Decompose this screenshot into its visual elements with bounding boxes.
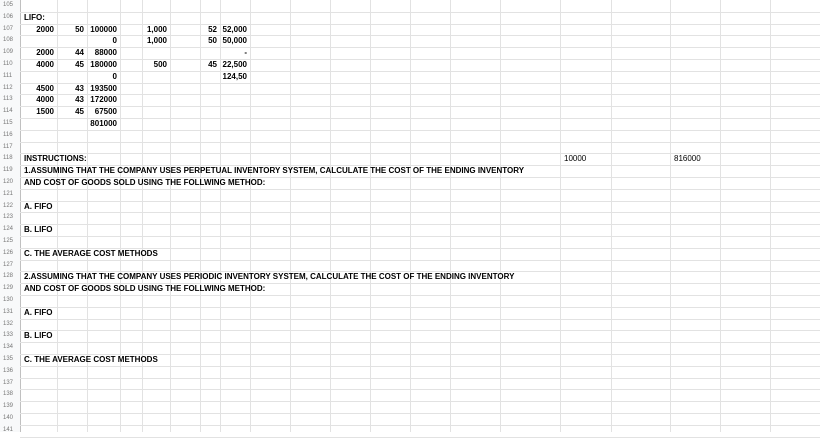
- row-gridline: [20, 389, 820, 390]
- cell-c112[interactable]: 193500: [90, 83, 117, 93]
- row-gridline: [20, 425, 820, 426]
- cell-e108[interactable]: 1,000: [146, 36, 167, 46]
- cell-c113[interactable]: 172000: [90, 95, 117, 105]
- cell-b114[interactable]: 45: [75, 107, 84, 117]
- cell-p118[interactable]: 10000: [564, 154, 587, 164]
- cell-a135[interactable]: C. THE AVERAGE COST METHODS: [24, 355, 158, 364]
- row-number[interactable]: 123: [3, 214, 14, 221]
- cell-a113[interactable]: 4000: [36, 95, 54, 105]
- cell-h108[interactable]: 50,000: [222, 36, 247, 46]
- cell-a131[interactable]: A. FIFO: [24, 307, 53, 317]
- cell-c111[interactable]: 0: [112, 71, 117, 81]
- row-number[interactable]: 135: [3, 356, 14, 362]
- row-number[interactable]: 106: [3, 13, 14, 20]
- cell-a128[interactable]: 2.ASSUMING THAT THE COMPANY USES PERIODIC INVENTORY SYSTEM, CALCULATE THE COST OF THE ENDING INVENTORY: [24, 272, 515, 282]
- row-gridline: [20, 118, 820, 119]
- column-gridline: [500, 0, 501, 432]
- row-number[interactable]: 113: [3, 96, 13, 103]
- row-number[interactable]: 121: [3, 190, 14, 197]
- row-gridline: [20, 342, 820, 343]
- column-gridline: [290, 0, 291, 432]
- row-gridline: [20, 413, 820, 414]
- row-number[interactable]: 136: [3, 367, 14, 374]
- row-number[interactable]: 119: [3, 167, 13, 174]
- row-gridline: [20, 295, 820, 296]
- cell-g108[interactable]: 50: [208, 36, 217, 46]
- cell-a106[interactable]: LIFO:: [24, 12, 45, 22]
- row-number[interactable]: 110: [3, 61, 13, 67]
- cell-b110[interactable]: 45: [75, 60, 84, 69]
- cell-c114[interactable]: 67500: [94, 107, 117, 117]
- row-number[interactable]: 117: [3, 143, 13, 150]
- row-number[interactable]: 141: [3, 426, 14, 433]
- column-gridline: [720, 0, 721, 432]
- column-gridline: [450, 0, 451, 432]
- row-gridline: [20, 83, 820, 84]
- row-number[interactable]: 107: [3, 25, 14, 32]
- row-number[interactable]: 118: [3, 155, 13, 162]
- row-number[interactable]: 125: [3, 238, 14, 244]
- row-number[interactable]: 114: [3, 108, 13, 115]
- cell-a107[interactable]: 2000: [36, 24, 54, 34]
- cell-g110[interactable]: 45: [208, 60, 217, 69]
- cell-c107[interactable]: 100000: [90, 24, 117, 34]
- row-number[interactable]: 130: [3, 297, 14, 303]
- column-gridline: [170, 0, 171, 432]
- column-gridline: [410, 0, 411, 432]
- row-gridline: [20, 330, 820, 331]
- cell-a109[interactable]: 2000: [36, 48, 54, 58]
- row-number[interactable]: 139: [3, 403, 14, 410]
- cell-a112[interactable]: 4500: [36, 83, 54, 93]
- column-gridline: [120, 0, 121, 432]
- cell-b112[interactable]: 43: [75, 83, 84, 93]
- row-gridline: [20, 24, 820, 25]
- row-number[interactable]: 124: [3, 226, 14, 233]
- row-number[interactable]: 131: [3, 308, 14, 315]
- column-gridline: [560, 0, 561, 432]
- cell-a119[interactable]: 1.ASSUMING THAT THE COMPANY USES PERPETUAL INVENTORY SYSTEM, CALCULATE THE COST OF THE ENDING INVENTORY: [24, 166, 525, 176]
- row-gridline: [20, 378, 820, 379]
- row-number[interactable]: 122: [3, 202, 14, 209]
- row-gridline: [20, 12, 820, 13]
- row-gridline: [20, 236, 820, 237]
- row-number[interactable]: 140: [3, 415, 14, 421]
- cell-c109[interactable]: 88000: [94, 48, 117, 58]
- column-gridline: [370, 0, 371, 432]
- row-number[interactable]: 132: [3, 320, 14, 327]
- row-number[interactable]: 128: [3, 273, 14, 280]
- row-gridline: [20, 106, 820, 107]
- row-number[interactable]: 129: [3, 285, 14, 292]
- row-gridline: [20, 224, 820, 225]
- row-number[interactable]: 133: [3, 332, 14, 339]
- row-number[interactable]: 111: [3, 72, 13, 79]
- row-number[interactable]: 116: [3, 131, 13, 138]
- cell-h109[interactable]: -: [244, 48, 247, 58]
- column-gridline: [611, 0, 612, 432]
- row-number[interactable]: 108: [3, 37, 14, 44]
- cell-h107[interactable]: 52,000: [222, 24, 247, 34]
- row-number[interactable]: 109: [3, 49, 14, 56]
- cell-c108[interactable]: 0: [112, 36, 117, 46]
- row-gridline: [20, 71, 820, 72]
- row-number[interactable]: 105: [3, 2, 14, 8]
- row-number[interactable]: 137: [3, 379, 14, 386]
- row-gridline: [20, 212, 820, 213]
- cell-b113[interactable]: 43: [75, 95, 84, 105]
- cell-a129[interactable]: AND COST OF GOODS SOLD USING THE FOLLWING METHOD:: [24, 284, 266, 294]
- cell-c115[interactable]: 801000: [90, 119, 117, 128]
- cell-b109[interactable]: 44: [75, 48, 84, 58]
- cell-a133[interactable]: B. LIFO: [24, 331, 53, 341]
- row-gridline: [20, 319, 820, 320]
- cell-h110[interactable]: 22,500: [222, 60, 247, 69]
- cell-a126[interactable]: C. THE AVERAGE COST METHODS: [24, 248, 158, 258]
- cell-g107[interactable]: 52: [208, 24, 217, 34]
- cell-c110[interactable]: 180000: [90, 60, 117, 69]
- cell-a122[interactable]: A. FIFO: [24, 201, 53, 211]
- cell-a114[interactable]: 1500: [36, 107, 54, 117]
- column-gridline: [330, 0, 331, 432]
- row-gridline: [20, 35, 820, 36]
- row-gridline: [20, 142, 820, 143]
- row-number[interactable]: 120: [3, 179, 14, 185]
- column-gridline: [770, 0, 771, 432]
- column-gridline: [250, 0, 251, 432]
- cell-e107[interactable]: 1,000: [146, 24, 167, 34]
- row-number[interactable]: 127: [3, 261, 14, 268]
- cell-e110[interactable]: 500: [153, 60, 167, 69]
- row-gridline: [20, 366, 820, 367]
- cell-a124[interactable]: B. LIFO: [24, 225, 53, 235]
- cell-a118[interactable]: INSTRUCTIONS:: [24, 154, 87, 164]
- row-gridline: [20, 260, 820, 261]
- row-number[interactable]: 126: [3, 249, 14, 256]
- row-gridline: [20, 307, 820, 308]
- row-number[interactable]: 112: [3, 84, 13, 91]
- row-gridline: [20, 59, 820, 60]
- cell-a120[interactable]: AND COST OF GOODS SOLD USING THE FOLLWING METHOD:: [24, 178, 266, 187]
- row-gridline: [20, 94, 820, 95]
- row-gridline: [20, 47, 820, 48]
- cell-r118[interactable]: 816000: [674, 154, 701, 164]
- row-gridline: [20, 189, 820, 190]
- row-number[interactable]: 138: [3, 391, 14, 398]
- row-gridline: [20, 130, 820, 131]
- row-number[interactable]: 115: [3, 120, 13, 126]
- cell-h111[interactable]: 124,50: [222, 71, 247, 81]
- row-gridline: [20, 201, 820, 202]
- row-number[interactable]: 134: [3, 344, 14, 351]
- cell-a110[interactable]: 4000: [36, 60, 54, 69]
- row-gridline: [20, 401, 820, 402]
- row-gridline: [20, 437, 820, 438]
- cell-b107[interactable]: 50: [75, 24, 84, 34]
- column-gridline: [670, 0, 671, 432]
